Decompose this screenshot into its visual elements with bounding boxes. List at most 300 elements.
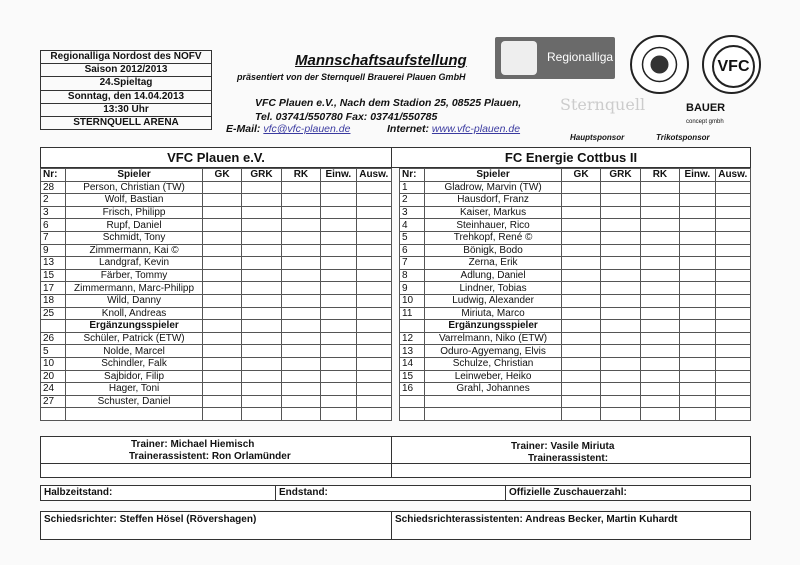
cell-rk bbox=[281, 294, 320, 307]
cell-gk bbox=[202, 181, 241, 194]
col-rk: RK bbox=[281, 169, 320, 182]
cell-ausw bbox=[356, 282, 391, 295]
cell-grk bbox=[242, 244, 281, 257]
cell-gk bbox=[202, 294, 241, 307]
cell-grk bbox=[601, 231, 640, 244]
cell-gk bbox=[202, 370, 241, 383]
player-number: 10 bbox=[41, 357, 66, 370]
cell-einw bbox=[321, 294, 356, 307]
cell-rk bbox=[640, 332, 679, 345]
cell-rk bbox=[281, 307, 320, 320]
cell-grk bbox=[242, 181, 281, 194]
cell-grk bbox=[601, 206, 640, 219]
cell-einw bbox=[680, 194, 715, 207]
table-row bbox=[41, 231, 392, 244]
cell-gk bbox=[561, 219, 600, 232]
cell-grk bbox=[242, 383, 281, 396]
cell-gk bbox=[561, 383, 600, 396]
away-assistant: Trainerassistent: bbox=[528, 453, 609, 464]
player-name: Schmidt, Tony bbox=[66, 231, 203, 244]
cell-einw bbox=[321, 282, 356, 295]
cell-rk bbox=[640, 219, 679, 232]
page-subtitle: präsentiert von der Sternquell Brauerei Plauen GmbH bbox=[237, 72, 466, 82]
player-name: Schulze, Christian bbox=[425, 357, 562, 370]
referee-divider bbox=[391, 512, 392, 539]
table-row bbox=[400, 357, 751, 370]
player-number: 17 bbox=[41, 282, 66, 295]
cell-ausw bbox=[356, 332, 391, 345]
player-name: Frisch, Philipp bbox=[66, 206, 203, 219]
cell-ausw bbox=[715, 357, 750, 370]
player-name: Hausdorf, Franz bbox=[425, 194, 562, 207]
subs-empty-cell bbox=[321, 320, 356, 333]
table-row bbox=[400, 383, 751, 396]
internet-line bbox=[387, 123, 520, 135]
table-row bbox=[41, 257, 392, 270]
home-table-header-row bbox=[41, 169, 392, 182]
subs-nr-cell bbox=[41, 320, 66, 333]
cell-gk bbox=[202, 244, 241, 257]
table-row bbox=[41, 395, 392, 408]
cell-ausw bbox=[356, 383, 391, 396]
table-row bbox=[41, 294, 392, 307]
table-row bbox=[400, 244, 751, 257]
cell-gk bbox=[202, 408, 241, 421]
cell-grk bbox=[601, 408, 640, 421]
match-info-box bbox=[40, 50, 212, 130]
player-number: 3 bbox=[41, 206, 66, 219]
cell-ausw bbox=[356, 269, 391, 282]
cell-ausw bbox=[356, 194, 391, 207]
cell-einw bbox=[680, 294, 715, 307]
away-lineup-table bbox=[399, 168, 751, 421]
cell-einw bbox=[680, 269, 715, 282]
bauer-logo-text: BAUER bbox=[686, 102, 726, 114]
vfc-logo-text: VFC bbox=[712, 45, 755, 88]
vfc-club-logo bbox=[702, 35, 761, 94]
cell-gk bbox=[202, 194, 241, 207]
cell-gk bbox=[202, 231, 241, 244]
subs-empty-cell bbox=[356, 320, 391, 333]
player-number: 5 bbox=[41, 345, 66, 358]
venue-label: STERNQUELL ARENA bbox=[73, 116, 179, 128]
player-name: Schüler, Patrick (ETW) bbox=[66, 332, 203, 345]
table-row bbox=[41, 370, 392, 383]
player-name: Varrelmann, Niko (ETW) bbox=[425, 332, 562, 345]
cell-rk bbox=[281, 282, 320, 295]
cell-rk bbox=[640, 282, 679, 295]
cell-gk bbox=[202, 219, 241, 232]
cell-ausw bbox=[356, 370, 391, 383]
subs-empty-cell bbox=[281, 320, 320, 333]
cell-rk bbox=[640, 257, 679, 270]
player-name: Grahl, Johannes bbox=[425, 383, 562, 396]
cell-grk bbox=[242, 395, 281, 408]
cell-ausw bbox=[715, 345, 750, 358]
cell-rk bbox=[281, 408, 320, 421]
cell-grk bbox=[242, 231, 281, 244]
cell-gk bbox=[202, 345, 241, 358]
email-label: E-Mail: bbox=[226, 123, 261, 135]
cell-rk bbox=[281, 269, 320, 282]
bauer-logo bbox=[686, 102, 725, 126]
player-name: Rupf, Daniel bbox=[66, 219, 203, 232]
cell-einw bbox=[680, 244, 715, 257]
player-name: Lindner, Tobias bbox=[425, 282, 562, 295]
cell-einw bbox=[321, 231, 356, 244]
time-label: 13:30 Uhr bbox=[41, 104, 211, 117]
cell-ausw bbox=[356, 257, 391, 270]
table-row bbox=[41, 332, 392, 345]
cell-gk bbox=[561, 357, 600, 370]
cell-grk bbox=[242, 269, 281, 282]
cell-ausw bbox=[356, 408, 391, 421]
cell-ausw bbox=[715, 231, 750, 244]
cell-gk bbox=[561, 206, 600, 219]
player-name: Wild, Danny bbox=[66, 294, 203, 307]
score-divider-2 bbox=[505, 486, 506, 500]
cell-grk bbox=[242, 408, 281, 421]
cell-ausw bbox=[715, 194, 750, 207]
player-number: 14 bbox=[400, 357, 425, 370]
table-row bbox=[400, 282, 751, 295]
cell-einw bbox=[321, 307, 356, 320]
cell-grk bbox=[601, 257, 640, 270]
cell-gk bbox=[561, 332, 600, 345]
cell-einw bbox=[680, 282, 715, 295]
cell-grk bbox=[242, 206, 281, 219]
cell-einw bbox=[680, 257, 715, 270]
referee-box bbox=[40, 511, 751, 540]
table-row bbox=[400, 269, 751, 282]
cell-gk bbox=[561, 307, 600, 320]
cell-gk bbox=[202, 357, 241, 370]
cell-rk bbox=[640, 194, 679, 207]
player-name: Knoll, Andreas bbox=[66, 307, 203, 320]
table-row bbox=[400, 345, 751, 358]
cell-rk bbox=[640, 345, 679, 358]
attendance-label: Offizielle Zuschauerzahl: bbox=[509, 487, 627, 498]
col-grk: GRK bbox=[601, 169, 640, 182]
cell-grk bbox=[242, 194, 281, 207]
col-grk: GRK bbox=[242, 169, 281, 182]
player-number bbox=[400, 395, 425, 408]
cell-ausw bbox=[356, 357, 391, 370]
cell-grk bbox=[601, 181, 640, 194]
cell-einw bbox=[680, 332, 715, 345]
cell-rk bbox=[640, 231, 679, 244]
cell-einw bbox=[321, 370, 356, 383]
trainer-hline bbox=[41, 463, 750, 464]
subs-header-row bbox=[41, 320, 392, 333]
cell-gk bbox=[202, 282, 241, 295]
cell-grk bbox=[242, 370, 281, 383]
cell-rk bbox=[281, 370, 320, 383]
player-number: 8 bbox=[400, 269, 425, 282]
main-sponsor-label: Hauptsponsor bbox=[570, 133, 625, 142]
table-row bbox=[400, 194, 751, 207]
cell-rk bbox=[281, 231, 320, 244]
cell-einw bbox=[680, 181, 715, 194]
col-gk: GK bbox=[561, 169, 600, 182]
cell-grk bbox=[601, 244, 640, 257]
cell-ausw bbox=[715, 408, 750, 421]
cell-einw bbox=[321, 244, 356, 257]
player-number bbox=[400, 408, 425, 421]
player-number: 16 bbox=[400, 383, 425, 396]
table-row bbox=[41, 219, 392, 232]
table-row bbox=[400, 219, 751, 232]
player-name: Färber, Tommy bbox=[66, 269, 203, 282]
cell-grk bbox=[242, 294, 281, 307]
cell-rk bbox=[640, 357, 679, 370]
player-number: 28 bbox=[41, 181, 66, 194]
referee-label: Schiedsrichter: Steffen Hösel (Rövershagen) bbox=[44, 514, 257, 525]
cell-rk bbox=[640, 408, 679, 421]
cell-ausw bbox=[715, 244, 750, 257]
table-row bbox=[400, 395, 751, 408]
dfb-emblem-icon bbox=[501, 41, 537, 75]
cell-rk bbox=[281, 345, 320, 358]
email-line bbox=[226, 123, 350, 135]
cell-gk bbox=[561, 395, 600, 408]
club-telfax: Tel. 03741/550780 Fax: 03741/550785 bbox=[255, 111, 438, 123]
cell-grk bbox=[601, 269, 640, 282]
player-number: 18 bbox=[41, 294, 66, 307]
table-row bbox=[400, 294, 751, 307]
player-number: 5 bbox=[400, 231, 425, 244]
col-nr: Nr: bbox=[41, 169, 66, 182]
player-name: Gladrow, Marvin (TW) bbox=[425, 181, 562, 194]
sternquell-logo: Sternquell bbox=[560, 95, 646, 114]
date-label: Sonntag, den 14.04.2013 bbox=[41, 91, 211, 104]
cell-rk bbox=[640, 383, 679, 396]
player-number: 10 bbox=[400, 294, 425, 307]
table-row bbox=[41, 282, 392, 295]
cell-gk bbox=[202, 257, 241, 270]
subs-empty-cell bbox=[640, 320, 679, 333]
cell-rk bbox=[281, 383, 320, 396]
cell-gk bbox=[561, 244, 600, 257]
cell-rk bbox=[640, 244, 679, 257]
halftime-label: Halbzeitstand: bbox=[44, 487, 113, 498]
player-name bbox=[425, 408, 562, 421]
player-number: 4 bbox=[400, 219, 425, 232]
cell-rk bbox=[640, 395, 679, 408]
cell-gk bbox=[202, 307, 241, 320]
trainer-box bbox=[40, 436, 751, 478]
player-name bbox=[66, 408, 203, 421]
cell-grk bbox=[242, 332, 281, 345]
table-row bbox=[400, 206, 751, 219]
cell-einw bbox=[680, 307, 715, 320]
col-einw: Einw. bbox=[321, 169, 356, 182]
cell-einw bbox=[321, 408, 356, 421]
cell-rk bbox=[640, 294, 679, 307]
cell-gk bbox=[561, 294, 600, 307]
cell-rk bbox=[640, 370, 679, 383]
cell-grk bbox=[601, 357, 640, 370]
cell-rk bbox=[281, 206, 320, 219]
player-number bbox=[41, 408, 66, 421]
table-row bbox=[400, 257, 751, 270]
subs-empty-cell bbox=[202, 320, 241, 333]
email-link[interactable]: vfc@vfc-plauen.de bbox=[263, 123, 351, 135]
cell-einw bbox=[321, 219, 356, 232]
player-name bbox=[425, 395, 562, 408]
player-number: 6 bbox=[400, 244, 425, 257]
cell-ausw bbox=[715, 294, 750, 307]
cell-rk bbox=[640, 269, 679, 282]
player-name: Schindler, Falk bbox=[66, 357, 203, 370]
league-label: Regionalliga Nordost des NOFV bbox=[41, 51, 211, 64]
table-row bbox=[41, 206, 392, 219]
subs-empty-cell bbox=[680, 320, 715, 333]
cell-rk bbox=[281, 244, 320, 257]
player-number: 15 bbox=[41, 269, 66, 282]
player-name: Trehkopf, René © bbox=[425, 231, 562, 244]
cell-einw bbox=[321, 257, 356, 270]
player-number: 15 bbox=[400, 370, 425, 383]
col-spieler: Spieler bbox=[66, 169, 203, 182]
cell-gk bbox=[561, 269, 600, 282]
col-einw: Einw. bbox=[680, 169, 715, 182]
table-row bbox=[41, 408, 392, 421]
player-name: Zimmermann, Marc-Philipp bbox=[66, 282, 203, 295]
cell-ausw bbox=[715, 383, 750, 396]
cell-ausw bbox=[715, 282, 750, 295]
cell-ausw bbox=[356, 345, 391, 358]
player-name: Zerna, Erik bbox=[425, 257, 562, 270]
player-name: Sajbidor, Filip bbox=[66, 370, 203, 383]
cell-grk bbox=[601, 332, 640, 345]
score-box bbox=[40, 485, 751, 501]
subs-label: Ergänzungsspieler bbox=[66, 320, 203, 333]
player-number: 24 bbox=[41, 383, 66, 396]
player-number: 13 bbox=[41, 257, 66, 270]
cell-ausw bbox=[356, 244, 391, 257]
cell-gk bbox=[561, 257, 600, 270]
home-trainer: Trainer: Michael Hiemisch bbox=[131, 439, 255, 450]
cell-einw bbox=[321, 357, 356, 370]
regionalliga-logo-text: Regionalliga bbox=[547, 50, 614, 64]
player-name: Miriuta, Marco bbox=[425, 307, 562, 320]
player-number: 9 bbox=[41, 244, 66, 257]
cell-ausw bbox=[715, 257, 750, 270]
table-row bbox=[41, 307, 392, 320]
subs-nr-cell bbox=[400, 320, 425, 333]
season-label: Saison 2012/2013 bbox=[41, 64, 211, 77]
home-team-header: VFC Plauen e.V. bbox=[40, 147, 392, 168]
player-number: 9 bbox=[400, 282, 425, 295]
cell-einw bbox=[321, 206, 356, 219]
cell-rk bbox=[640, 206, 679, 219]
cell-rk bbox=[640, 181, 679, 194]
cell-einw bbox=[321, 395, 356, 408]
cell-gk bbox=[202, 269, 241, 282]
player-name: Kaiser, Markus bbox=[425, 206, 562, 219]
player-number: 27 bbox=[41, 395, 66, 408]
player-name: Zimmermann, Kai © bbox=[66, 244, 203, 257]
cell-rk bbox=[640, 307, 679, 320]
cell-grk bbox=[601, 294, 640, 307]
cell-einw bbox=[680, 206, 715, 219]
player-number: 13 bbox=[400, 345, 425, 358]
cell-rk bbox=[281, 257, 320, 270]
player-name: Nolde, Marcel bbox=[66, 345, 203, 358]
cell-ausw bbox=[356, 294, 391, 307]
cell-ausw bbox=[715, 395, 750, 408]
regionalliga-logo bbox=[495, 37, 615, 79]
cell-rk bbox=[281, 357, 320, 370]
internet-label: Internet: bbox=[387, 123, 429, 135]
player-number: 12 bbox=[400, 332, 425, 345]
cell-grk bbox=[601, 219, 640, 232]
cell-grk bbox=[601, 345, 640, 358]
internet-link[interactable]: www.vfc-plauen.de bbox=[431, 123, 521, 135]
player-name: Person, Christian (TW) bbox=[66, 181, 203, 194]
player-name: Hager, Toni bbox=[66, 383, 203, 396]
cell-gk bbox=[202, 395, 241, 408]
player-name: Oduro-Agyemang, Elvis bbox=[425, 345, 562, 358]
cell-ausw bbox=[715, 219, 750, 232]
cell-rk bbox=[281, 395, 320, 408]
player-name: Steinhauer, Rico bbox=[425, 219, 562, 232]
table-row bbox=[400, 307, 751, 320]
player-number: 7 bbox=[400, 257, 425, 270]
cell-gk bbox=[561, 181, 600, 194]
cell-einw bbox=[680, 408, 715, 421]
player-number: 6 bbox=[41, 219, 66, 232]
cell-grk bbox=[601, 383, 640, 396]
cell-gk bbox=[561, 194, 600, 207]
table-row bbox=[400, 370, 751, 383]
cell-gk bbox=[202, 383, 241, 396]
player-number: 20 bbox=[41, 370, 66, 383]
table-row bbox=[400, 408, 751, 421]
cell-gk bbox=[561, 231, 600, 244]
cell-ausw bbox=[715, 181, 750, 194]
player-number: 2 bbox=[400, 194, 425, 207]
table-row bbox=[41, 357, 392, 370]
player-name: Bönigk, Bodo bbox=[425, 244, 562, 257]
cell-rk bbox=[281, 181, 320, 194]
player-number: 11 bbox=[400, 307, 425, 320]
away-team-header: FC Energie Cottbus II bbox=[391, 147, 751, 168]
player-number: 1 bbox=[400, 181, 425, 194]
cell-grk bbox=[601, 307, 640, 320]
subs-empty-cell bbox=[601, 320, 640, 333]
cell-grk bbox=[242, 219, 281, 232]
cell-grk bbox=[601, 370, 640, 383]
score-divider-1 bbox=[275, 486, 276, 500]
cell-gk bbox=[561, 408, 600, 421]
cell-einw bbox=[680, 395, 715, 408]
subs-empty-cell bbox=[715, 320, 750, 333]
home-lineup-table bbox=[40, 168, 392, 421]
cell-ausw bbox=[356, 206, 391, 219]
player-number: 26 bbox=[41, 332, 66, 345]
col-rk: RK bbox=[640, 169, 679, 182]
cell-ausw bbox=[356, 219, 391, 232]
table-row bbox=[400, 332, 751, 345]
cell-ausw bbox=[356, 307, 391, 320]
cell-einw bbox=[321, 332, 356, 345]
cell-rk bbox=[281, 194, 320, 207]
cell-gk bbox=[202, 206, 241, 219]
table-row bbox=[41, 383, 392, 396]
subs-empty-cell bbox=[242, 320, 281, 333]
